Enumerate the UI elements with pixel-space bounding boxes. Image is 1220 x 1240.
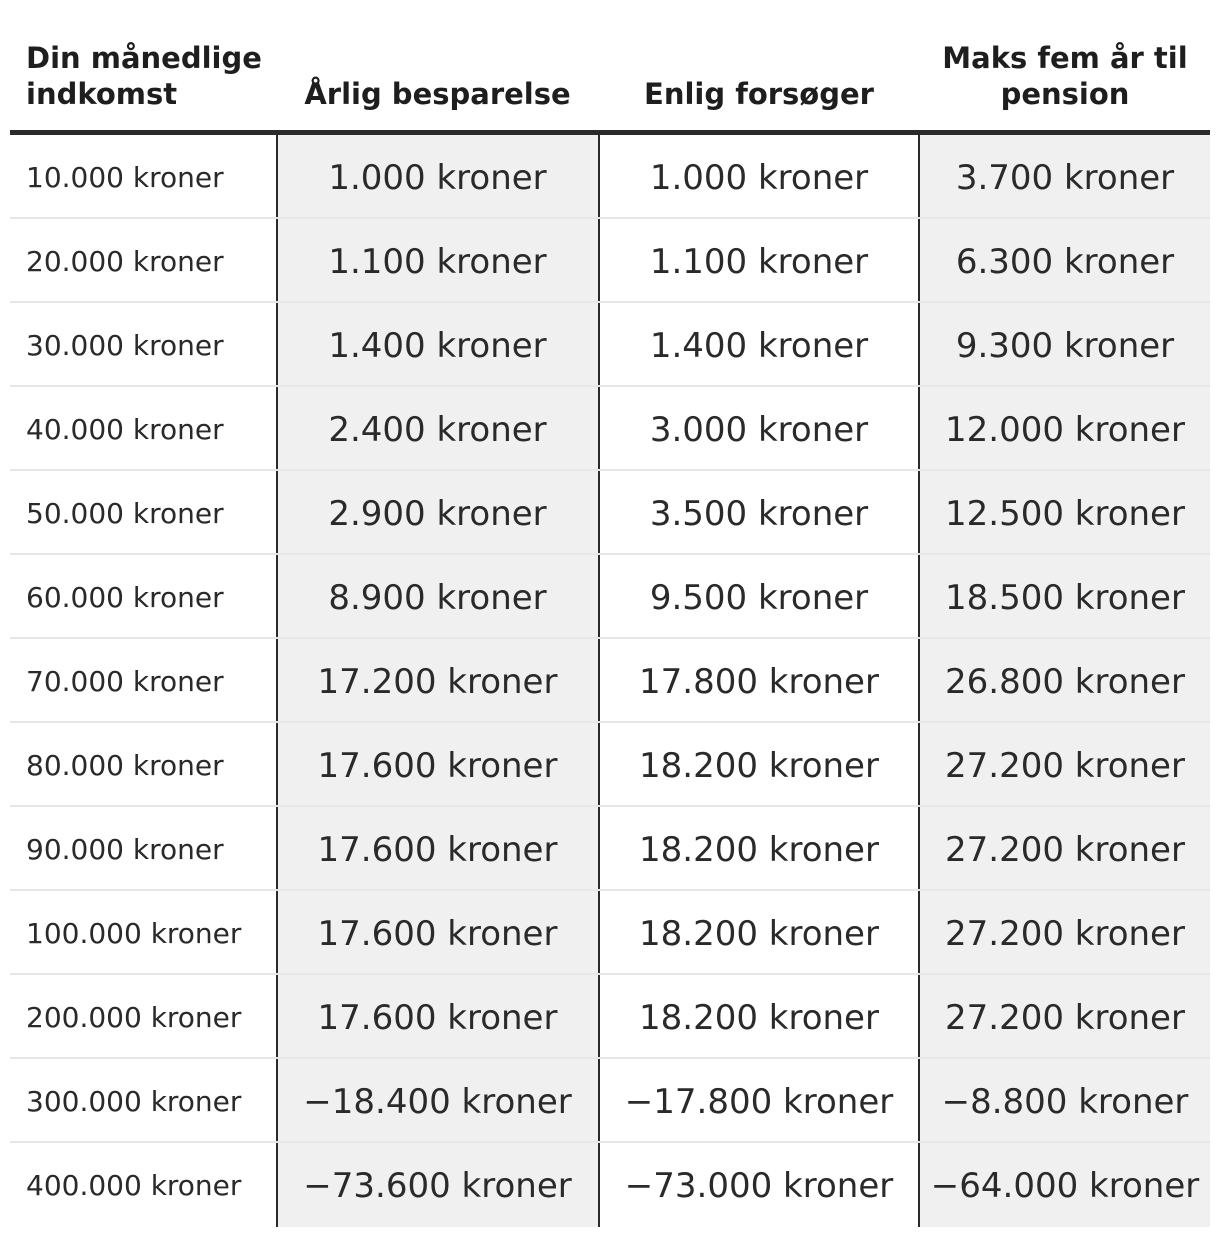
pension-cell: −8.800 kroner xyxy=(941,1082,1189,1122)
header-single-provider xyxy=(599,76,919,112)
header-line: indkomst xyxy=(26,77,178,111)
income-cell: 400.000 kroner xyxy=(26,1169,242,1202)
annual-savings-cell: 2.400 kroner xyxy=(328,410,547,450)
annual-savings-cell: 17.600 kroner xyxy=(317,746,558,786)
pension-cell: 26.800 kroner xyxy=(945,662,1185,702)
pension-cell: 27.200 kroner xyxy=(945,914,1185,954)
header-monthly-income xyxy=(26,40,276,112)
single-provider-cell: 18.200 kroner xyxy=(639,998,879,1038)
pension-cell: 27.200 kroner xyxy=(945,746,1185,786)
income-cell: 60.000 kroner xyxy=(26,581,224,614)
pension-cell: −64.000 kroner xyxy=(930,1166,1200,1206)
table-row xyxy=(10,891,1210,975)
annual-savings-cell: 17.200 kroner xyxy=(317,662,558,702)
annual-savings-cell: 17.600 kroner xyxy=(317,914,558,954)
header-annual-savings xyxy=(277,76,598,112)
income-cell: 80.000 kroner xyxy=(26,749,224,782)
income-cell: 300.000 kroner xyxy=(26,1085,242,1118)
annual-savings-cell: 17.600 kroner xyxy=(317,830,558,870)
income-cell: 200.000 kroner xyxy=(26,1001,242,1034)
income-cell: 30.000 kroner xyxy=(26,329,224,362)
table-row xyxy=(10,303,1210,387)
pension-cell: 6.300 kroner xyxy=(955,242,1175,282)
pension-cell: 18.500 kroner xyxy=(945,578,1185,618)
single-provider-cell: 18.200 kroner xyxy=(639,830,879,870)
table-row xyxy=(10,975,1210,1059)
single-provider-cell: −73.000 kroner xyxy=(624,1166,894,1206)
header-line: Din månedlige xyxy=(26,41,262,75)
annual-savings-cell: 2.900 kroner xyxy=(328,494,547,534)
single-provider-cell: 1.100 kroner xyxy=(649,242,869,282)
annual-savings-cell: 17.600 kroner xyxy=(317,998,558,1038)
table-row xyxy=(10,807,1210,891)
pension-cell: 27.200 kroner xyxy=(945,830,1185,870)
income-cell: 100.000 kroner xyxy=(26,917,242,950)
income-cell: 90.000 kroner xyxy=(26,833,224,866)
pension-cell: 12.000 kroner xyxy=(945,410,1185,450)
income-cell: 40.000 kroner xyxy=(26,413,224,446)
table-row xyxy=(10,1059,1210,1143)
single-provider-cell: −17.800 kroner xyxy=(624,1082,894,1122)
annual-savings-cell: 1.100 kroner xyxy=(328,242,547,282)
table-row xyxy=(10,471,1210,555)
table-row xyxy=(10,555,1210,639)
annual-savings-cell: 1.000 kroner xyxy=(328,158,547,198)
savings-table xyxy=(10,0,1210,1227)
income-cell: 20.000 kroner xyxy=(26,245,224,278)
header-line: Enlig forsøger xyxy=(644,77,874,111)
income-cell: 50.000 kroner xyxy=(26,497,224,530)
income-cell: 10.000 kroner xyxy=(26,161,224,194)
single-provider-cell: 18.200 kroner xyxy=(639,746,879,786)
single-provider-cell: 1.000 kroner xyxy=(649,158,869,198)
single-provider-cell: 18.200 kroner xyxy=(639,914,879,954)
table-row xyxy=(10,387,1210,471)
header-line: pension xyxy=(1000,77,1130,111)
pension-cell: 12.500 kroner xyxy=(945,494,1185,534)
table-header-row xyxy=(10,0,1210,135)
annual-savings-cell: −73.600 kroner xyxy=(303,1166,572,1206)
table-row xyxy=(10,639,1210,723)
header-max-five-years-to-pension xyxy=(920,40,1210,112)
header-line: Maks fem år til xyxy=(942,41,1188,75)
table-row xyxy=(10,219,1210,303)
annual-savings-cell: 1.400 kroner xyxy=(328,326,547,366)
table-row xyxy=(10,723,1210,807)
annual-savings-cell: 8.900 kroner xyxy=(328,578,547,618)
pension-cell: 3.700 kroner xyxy=(955,158,1175,198)
single-provider-cell: 17.800 kroner xyxy=(639,662,879,702)
annual-savings-cell: −18.400 kroner xyxy=(303,1082,572,1122)
single-provider-cell: 3.500 kroner xyxy=(649,494,869,534)
pension-cell: 9.300 kroner xyxy=(955,326,1175,366)
single-provider-cell: 3.000 kroner xyxy=(649,410,869,450)
table-row xyxy=(10,135,1210,219)
income-cell: 70.000 kroner xyxy=(26,665,224,698)
table-body xyxy=(10,135,1210,1227)
header-line: Årlig besparelse xyxy=(304,77,571,111)
single-provider-cell: 9.500 kroner xyxy=(649,578,869,618)
table-row xyxy=(10,1143,1210,1227)
single-provider-cell: 1.400 kroner xyxy=(649,326,869,366)
pension-cell: 27.200 kroner xyxy=(945,998,1185,1038)
